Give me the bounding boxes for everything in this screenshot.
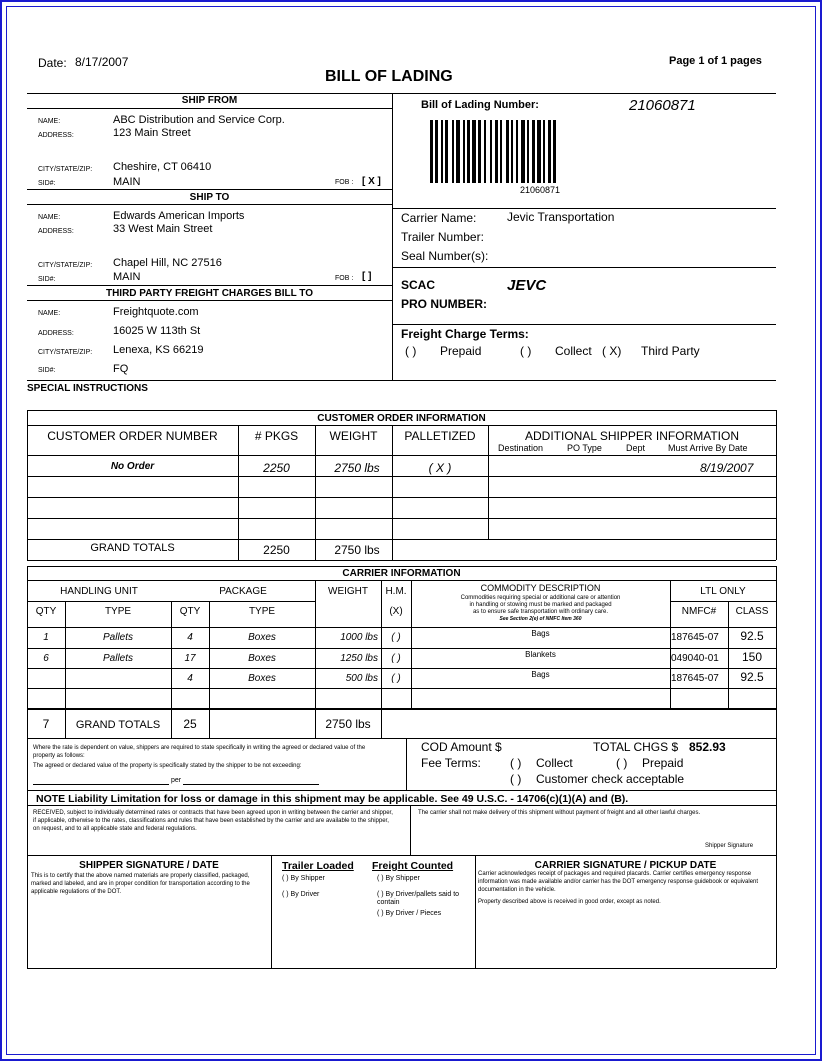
- order-pkgs-cell: 2250: [263, 461, 290, 475]
- ship-from-address: 123 Main Street: [113, 127, 191, 139]
- col-hu-qty: QTY: [35, 606, 57, 617]
- freight-counted-title: Freight Counted: [372, 860, 454, 872]
- carrier-received-text: Property described above is received in good order, except as noted.: [478, 899, 661, 905]
- third-party-csz: Lenexa, KS 66219: [113, 344, 204, 356]
- ship-to-name-label: NAME:: [38, 214, 61, 221]
- freight-counted-by-driver-pieces-option[interactable]: ( ) By Driver / Pieces: [377, 910, 442, 917]
- subcol-destination: Destination: [498, 443, 544, 453]
- carrier-row-hu-qty: 6: [43, 653, 49, 664]
- ship-from-name: ABC Distribution and Service Corp.: [113, 114, 285, 126]
- carrier-row-pkg-type: Boxes: [248, 653, 276, 664]
- grand-total-pkgs: 2250: [263, 543, 290, 557]
- third-party-address-label: ADDRESS:: [38, 330, 74, 337]
- third-party-name-label: NAME:: [38, 310, 61, 317]
- commodity-note-4: See Section 2(e) of NMFC Item 360: [499, 616, 582, 622]
- freight-prepaid-checkbox[interactable]: ( ): [405, 344, 417, 358]
- carrier-delivery-note: The carrier shall not make delivery of this shipment without payment of freight and all other lawful charges.: [418, 810, 701, 816]
- ship-to-fob-label: FOB :: [335, 275, 354, 282]
- carrier-row-hm[interactable]: ( ): [391, 632, 401, 643]
- carrier-row-pkg-qty: 4: [187, 673, 193, 684]
- total-handling-units: 7: [42, 717, 50, 731]
- fee-collect-checkbox[interactable]: ( ): [510, 756, 522, 770]
- commodity-note-2: in handling or stowing must be marked and packaged: [469, 602, 612, 608]
- ship-to-address: 33 West Main Street: [113, 223, 213, 235]
- carrier-acknowledgement-text: Carrier acknowledges receipt of packages and required placards. Carrier certifies emergency response information was made available and/or carrier has the DOT emergency response guidebook or equivalent documentation in the vehicle.: [478, 871, 759, 893]
- received-text: RECEIVED, subject to individually determined rates or contracts that have been agreed upon in writing between the carrier and shipper, if applicable, otherwise to the rates, classifications and rules that have been established by the carrier and are available to the shipper, on request, and to all applicable state and federal regulations.: [33, 810, 393, 832]
- pro-number-label: PRO NUMBER:: [401, 297, 487, 311]
- ship-from-sid: MAIN: [113, 176, 141, 188]
- order-weight-cell: 2750 lbs: [334, 461, 380, 475]
- carrier-row-class: 92.5: [740, 629, 764, 643]
- carrier-name-label: Carrier Name:: [401, 211, 477, 225]
- bol-number-label: Bill of Lading Number:: [421, 99, 539, 111]
- value-not-exceeding-text: The agreed or declared value of the property is specifically stated by the shipper to be not exceeding:: [33, 763, 302, 769]
- carrier-row-hu-type: Pallets: [102, 632, 133, 643]
- carrier-row-weight: 1000 lbs: [340, 632, 378, 643]
- freight-counted-by-shipper-option[interactable]: ( ) By Shipper: [377, 875, 420, 882]
- carrier-row-nmfc: 187645-07: [671, 673, 719, 684]
- ship-from-fob-label: FOB :: [335, 179, 354, 186]
- freight-terms-title: Freight Charge Terms:: [401, 327, 529, 341]
- col-customer-order-number: CUSTOMER ORDER NUMBER: [47, 429, 218, 443]
- commodity-title: COMMODITY DESCRIPTION: [480, 583, 601, 593]
- shipper-signature-title: SHIPPER SIGNATURE / DATE: [79, 860, 219, 871]
- col-pkgs: # PKGS: [254, 429, 299, 443]
- grand-totals-label: GRAND TOTALS: [90, 542, 175, 554]
- ship-to-title: SHIP TO: [189, 192, 230, 203]
- page-title: BILL OF LADING: [325, 68, 453, 85]
- commodity-note-3: as to ensure safe transportation with ordinary care.: [472, 609, 609, 615]
- carrier-row-hu-type: Pallets: [102, 653, 133, 664]
- carrier-row-pkg-qty: 17: [184, 653, 196, 664]
- freight-third-label: Third Party: [641, 344, 700, 358]
- liability-note: NOTE Liability Limitation for loss or damage in this shipment may be applicable. See 49 U.S.C. - 14706(c)(1)(A) and (B).: [36, 793, 629, 805]
- weight-label: WEIGHT: [328, 586, 368, 597]
- ship-from-name-label: NAME:: [38, 118, 61, 125]
- shipper-signature-label: Shipper Signature: [705, 843, 754, 849]
- per-label: per: [171, 777, 182, 784]
- carrier-row-hm[interactable]: ( ): [391, 653, 401, 664]
- ship-from-address-label: ADDRESS:: [38, 132, 74, 139]
- carrier-info-title: CARRIER INFORMATION: [342, 568, 461, 579]
- carrier-row-hm[interactable]: ( ): [391, 673, 401, 684]
- ship-to-sid: MAIN: [113, 271, 141, 283]
- carrier-row-desc: Bags: [531, 670, 550, 679]
- page-count: Page 1 of 1 pages: [669, 55, 762, 67]
- ship-from-csz-label: CITY/STATE/ZIP:: [38, 166, 93, 173]
- fee-terms-label: Fee Terms:: [421, 756, 481, 770]
- carrier-signature-title: CARRIER SIGNATURE / PICKUP DATE: [534, 860, 717, 871]
- total-charges-label: TOTAL CHGS $: [593, 740, 679, 754]
- cod-amount-label: COD Amount $: [421, 740, 502, 754]
- seal-number-label: Seal Number(s):: [401, 249, 489, 263]
- grand-total-weight: 2750 lbs: [334, 543, 380, 557]
- carrier-row-hu-qty: 1: [43, 632, 49, 643]
- carrier-row-weight: 500 lbs: [345, 673, 378, 684]
- trailer-number-label: Trailer Number:: [401, 230, 484, 244]
- subcol-must-arrive: Must Arrive By Date: [668, 443, 748, 453]
- trailer-loaded-by-driver-option[interactable]: ( ) By Driver: [282, 891, 320, 898]
- carrier-row-desc: Bags: [531, 629, 550, 638]
- ship-to-csz: Chapel Hill, NC 27516: [113, 257, 222, 269]
- freight-third-checkbox[interactable]: ( X): [602, 344, 622, 358]
- carrier-row-weight: 1250 lbs: [340, 653, 378, 664]
- total-weight: 2750 lbs: [325, 717, 371, 731]
- col-hu-type: TYPE: [104, 606, 132, 617]
- special-instructions-label: SPECIAL INSTRUCTIONS: [27, 383, 148, 394]
- fee-collect-label: Collect: [536, 756, 573, 770]
- col-palletized: PALLETIZED: [404, 429, 476, 443]
- col-nmfc: NMFC#: [681, 606, 717, 617]
- barcode: [430, 120, 582, 183]
- third-party-address: 16025 W 113th St: [113, 325, 201, 337]
- ship-to-address-label: ADDRESS:: [38, 228, 74, 235]
- total-packages: 25: [183, 717, 197, 731]
- carrier-row-nmfc: 187645-07: [671, 632, 719, 643]
- date-label: Date:: [38, 56, 67, 70]
- hm-label: H.M.: [385, 586, 407, 597]
- carrier-name: Jevic Transportation: [507, 210, 615, 224]
- total-charges-value: 852.93: [689, 740, 726, 754]
- third-party-title: THIRD PARTY FREIGHT CHARGES BILL TO: [105, 288, 314, 299]
- trailer-loaded-by-shipper-option[interactable]: ( ) By Shipper: [282, 875, 325, 882]
- ship-to-sid-label: SID#:: [38, 276, 56, 283]
- customer-order-title: CUSTOMER ORDER INFORMATION: [317, 413, 486, 424]
- col-weight: WEIGHT: [329, 429, 378, 443]
- fee-prepaid-checkbox[interactable]: ( ): [616, 756, 628, 770]
- col-pkg-type: TYPE: [248, 606, 276, 617]
- carrier-row-class: 92.5: [740, 670, 764, 684]
- ltl-only-label: LTL ONLY: [700, 586, 746, 597]
- carrier-row-pkg-qty: 4: [187, 632, 193, 643]
- col-class: CLASS: [735, 606, 769, 617]
- package-label: PACKAGE: [219, 586, 267, 597]
- scac-value: JEVC: [507, 277, 547, 294]
- freight-collect-label: Collect: [555, 344, 592, 358]
- trailer-loaded-title: Trailer Loaded: [282, 860, 354, 872]
- shipper-certification-text: This is to certify that the above named materials are properly classified, packaged, marked and labeled, and are in proper condition for transportation according to the applicable regulations of the DOT.: [31, 873, 250, 895]
- customer-check-label: Customer check acceptable: [536, 772, 685, 786]
- subcol-dept: Dept: [626, 443, 646, 453]
- subcol-po-type: PO Type: [567, 443, 602, 453]
- ship-from-fob-checkbox[interactable]: [ X ]: [362, 176, 381, 187]
- freight-collect-checkbox[interactable]: ( ): [520, 344, 532, 358]
- ship-to-csz-label: CITY/STATE/ZIP:: [38, 262, 93, 269]
- order-palletized-checkbox[interactable]: ( X ): [428, 461, 452, 475]
- third-party-csz-label: CITY/STATE/ZIP:: [38, 349, 93, 356]
- col-additional-shipper-info: ADDITIONAL SHIPPER INFORMATION: [524, 429, 740, 443]
- fee-prepaid-label: Prepaid: [642, 756, 684, 770]
- order-number-cell: No Order: [110, 461, 155, 472]
- carrier-row-pkg-type: Boxes: [248, 632, 276, 643]
- date-value: 8/17/2007: [75, 55, 129, 69]
- carrier-row-class: 150: [741, 650, 763, 664]
- customer-check-checkbox[interactable]: ( ): [510, 772, 522, 786]
- order-must-arrive-date: 8/19/2007: [700, 461, 754, 475]
- col-pkg-qty: QTY: [179, 606, 201, 617]
- third-party-name: Freightquote.com: [113, 306, 199, 318]
- ship-to-name: Edwards American Imports: [113, 210, 245, 222]
- carrier-row-nmfc: 049040-01: [671, 653, 719, 664]
- commodity-note-1: Commodities requiring special or additional care or attention: [460, 595, 621, 601]
- carrier-row-desc: Blankets: [525, 650, 556, 659]
- hm-x-label: (X): [389, 606, 403, 617]
- ship-from-title: SHIP FROM: [181, 95, 238, 106]
- freight-prepaid-label: Prepaid: [440, 344, 482, 358]
- freight-counted-by-driver-pallets-option[interactable]: ( ) By Driver/pallets said to contain: [377, 891, 460, 906]
- scac-label: SCAC: [401, 278, 436, 292]
- carrier-row-pkg-type: Boxes: [248, 673, 276, 684]
- barcode-text: 21060871: [520, 185, 561, 195]
- third-party-sid: FQ: [113, 363, 129, 375]
- third-party-sid-label: SID#:: [38, 367, 56, 374]
- ship-from-sid-label: SID#:: [38, 180, 56, 187]
- value-declaration-text: Where the rate is dependent on value, shippers are required to state specifically in writing the agreed or declared value of the property as follows:: [33, 745, 366, 759]
- bol-number: 21060871: [629, 97, 696, 114]
- ship-to-fob-checkbox[interactable]: [ ]: [362, 271, 372, 282]
- handling-unit-label: HANDLING UNIT: [60, 586, 138, 597]
- ship-from-csz: Cheshire, CT 06410: [113, 161, 212, 173]
- carrier-grand-totals-label: GRAND TOTALS: [75, 719, 161, 731]
